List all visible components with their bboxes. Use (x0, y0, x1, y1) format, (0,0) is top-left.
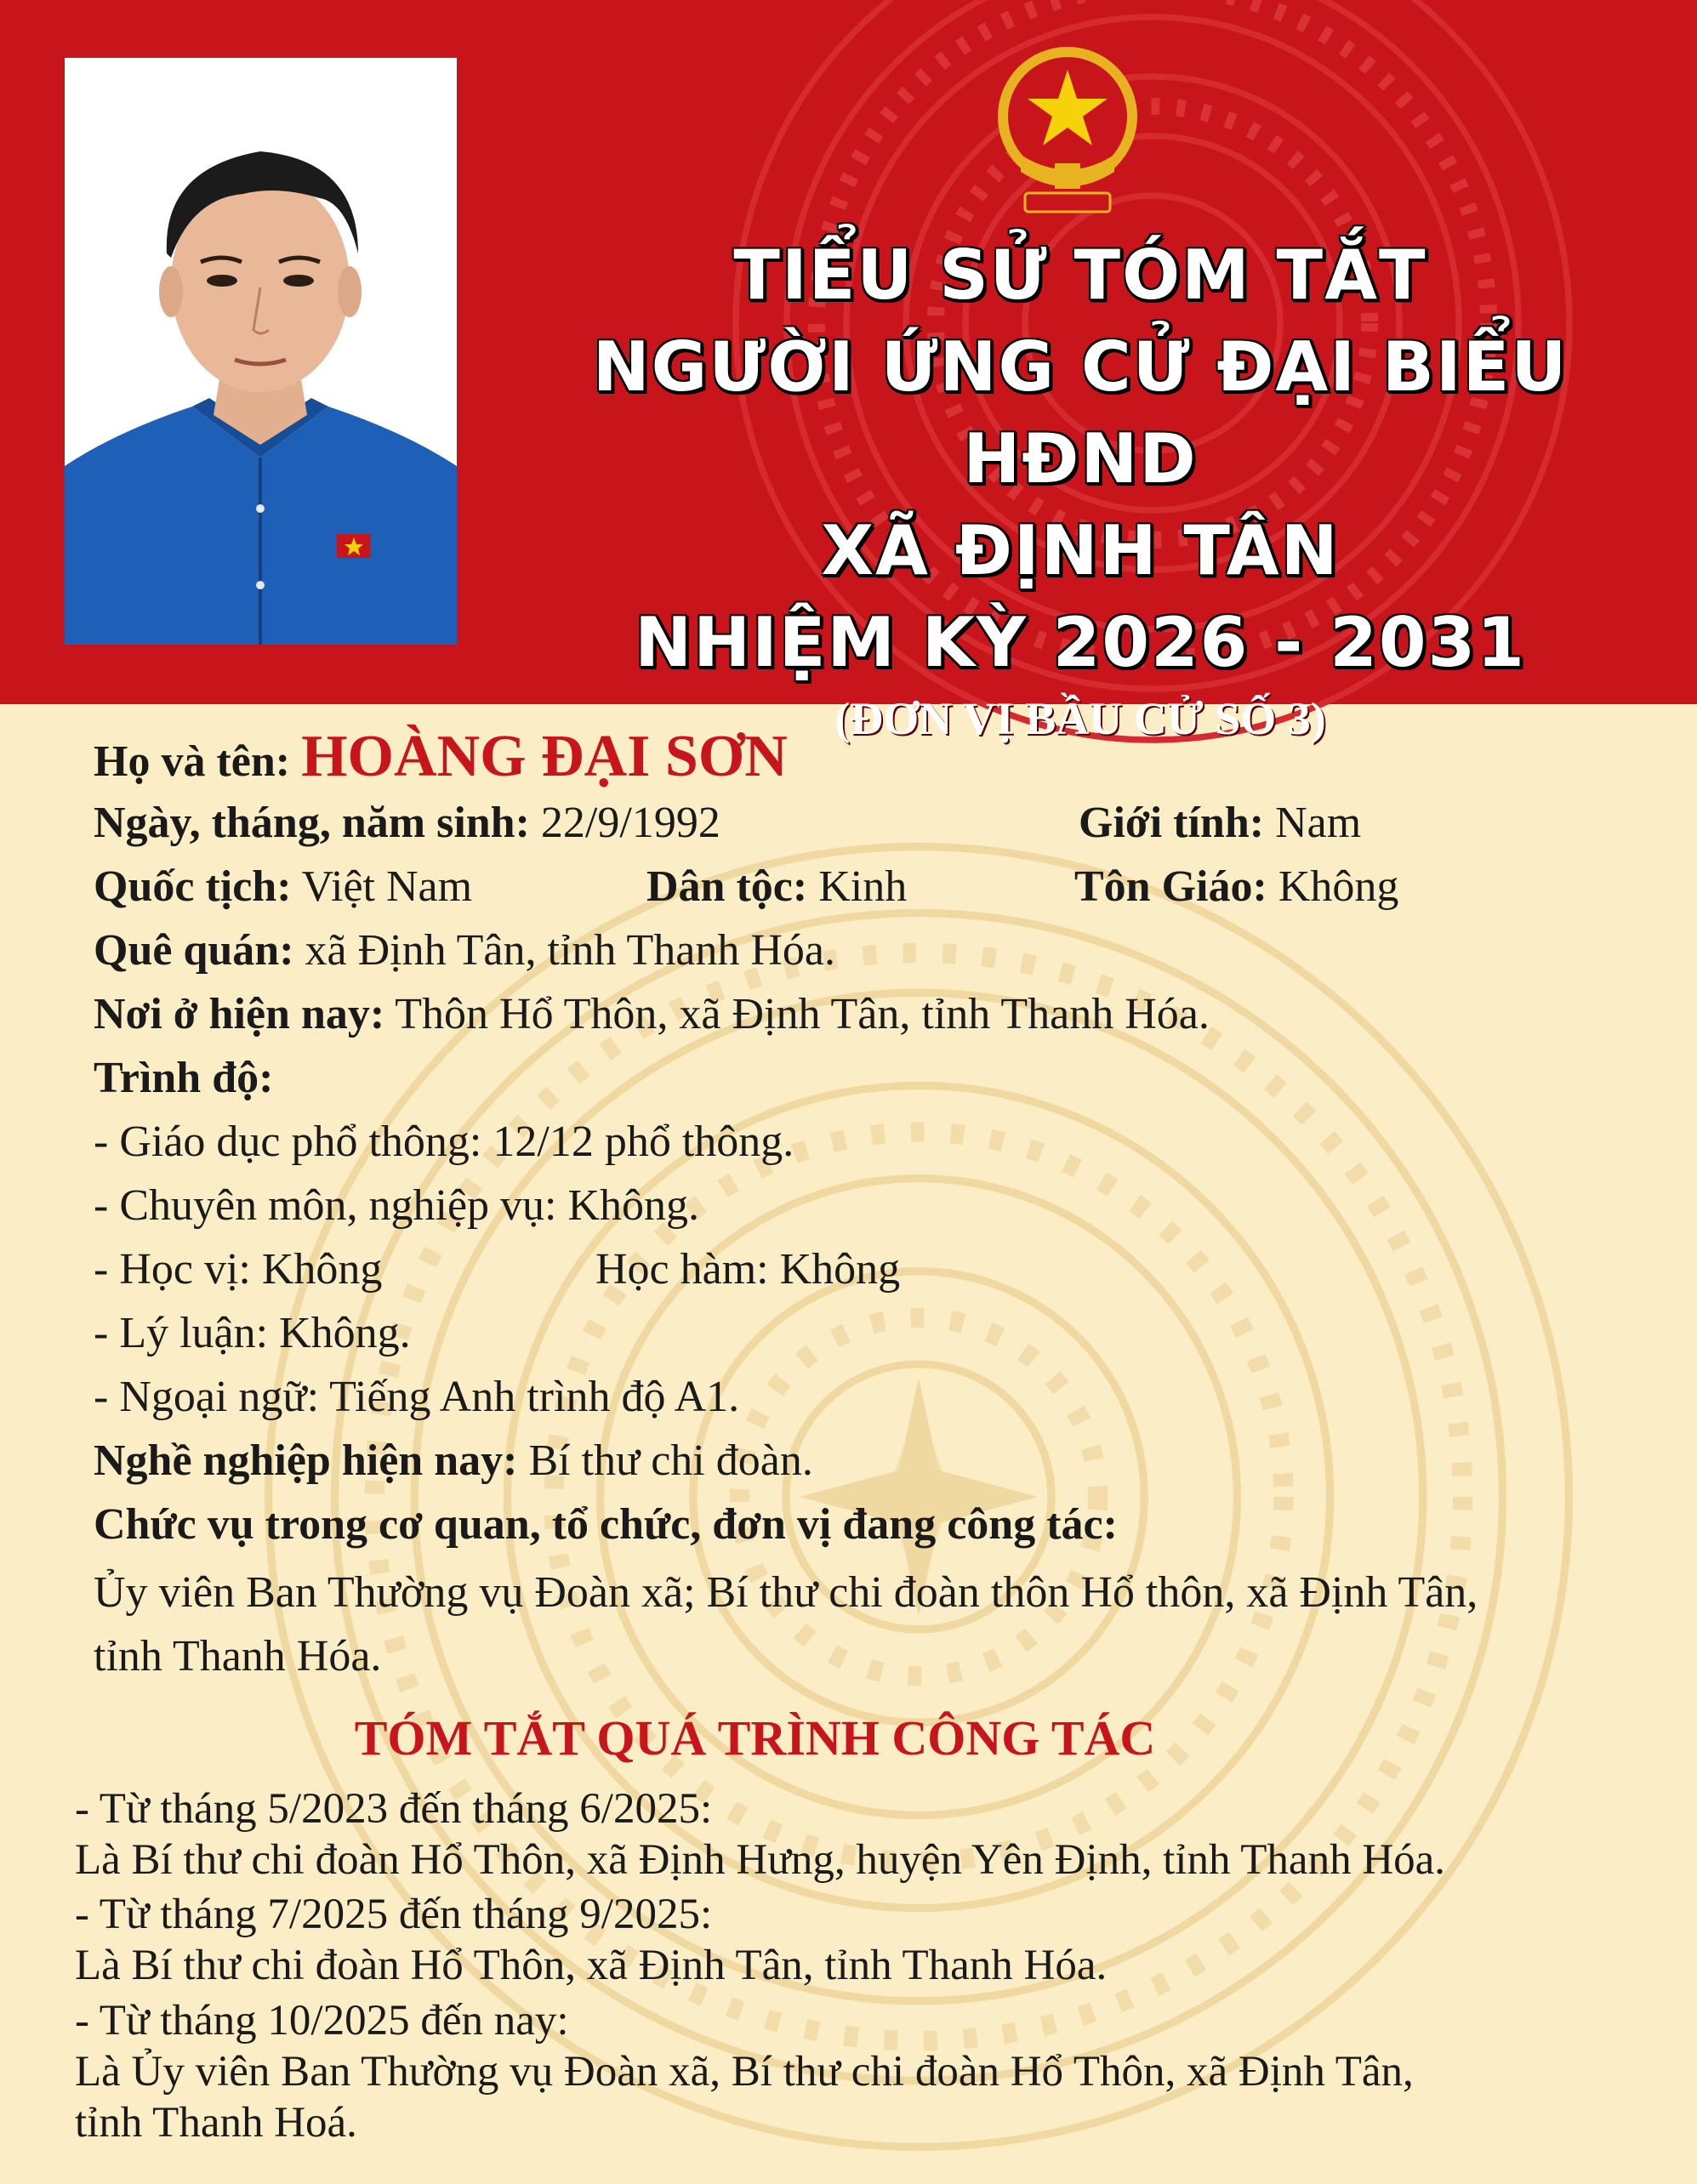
residence-row (94, 989, 1210, 1039)
nationality-label: Quốc tịch: (94, 862, 292, 911)
nationality-value: Việt Nam (301, 862, 473, 911)
title-line-4: NHIỆM KỲ 2026 - 2031 (635, 603, 1526, 682)
education-general: - Giáo dục phổ thông: 12/12 phổ thông. (94, 1118, 794, 1166)
residence-value: Thôn Hổ Thôn, xã Định Tân, tỉnh Thanh Hóa. (395, 990, 1210, 1038)
name-row (94, 723, 788, 791)
career-line-7: tỉnh Thanh Hoá. (75, 2099, 357, 2147)
career-line-1: - Từ tháng 5/2023 đến tháng 6/2025: (75, 1785, 713, 1833)
religion-row (1074, 862, 1398, 912)
position-label: Chức vụ trong cơ quan, tổ chức, đơn vị đang công tác: (94, 1500, 1118, 1549)
position-value-line-2: tỉnh Thanh Hóa. (94, 1632, 382, 1681)
dob-row (94, 798, 720, 848)
career-line-3: - Từ tháng 7/2025 đến tháng 9/2025: (75, 1891, 713, 1938)
name-label: Họ và tên: (94, 737, 291, 786)
education-academic-title: Học hàm: Không (595, 1245, 901, 1294)
education-label: Trình độ: (94, 1054, 274, 1102)
education-professional: - Chuyên môn, nghiệp vụ: Không. (94, 1181, 700, 1230)
career-line-6: Là Ủy viên Ban Thường vụ Đoàn xã, Bí thư chi đoàn Hổ Thôn, xã Định Tân, (75, 2048, 1414, 2096)
education-political-theory: - Lý luận: Không. (94, 1309, 411, 1357)
education-foreign-language: - Ngoại ngữ: Tiếng Anh trình độ A1. (94, 1373, 740, 1421)
career-line-4: Là Bí thư chi đoàn Hổ Thôn, xã Định Tân, tỉnh Thanh Hóa. (75, 1942, 1108, 1989)
hometown-label: Quê quán: (94, 926, 294, 975)
ethnicity-value: Kinh (818, 862, 908, 911)
occupation-value: Bí thư chi đoàn. (528, 1436, 813, 1485)
nationality-row (94, 862, 472, 912)
residence-label: Nơi ở hiện nay: (94, 990, 385, 1038)
position-value-line-1: Ủy viên Ban Thường vụ Đoàn xã; Bí thư chi đoàn thôn Hổ thôn, xã Định Tân, (94, 1568, 1478, 1617)
ethnicity-row (646, 862, 907, 912)
hometown-row (94, 925, 835, 975)
title-line-3: XÃ ĐỊNH TÂN (821, 511, 1340, 590)
career-line-5: - Từ tháng 10/2025 đến nay: (75, 1997, 569, 2045)
dob-label: Ngày, tháng, năm sinh: (94, 799, 530, 847)
hometown-value: xã Định Tân, tỉnh Thanh Hóa. (305, 926, 835, 975)
title-line-1: TIỂU SỬ TÓM TẮT (733, 236, 1427, 315)
religion-value: Không (1278, 862, 1399, 911)
gender-row (1079, 798, 1361, 848)
occupation-row (94, 1436, 813, 1486)
election-unit-subtitle: (ĐƠN VỊ BẦU CỬ SỐ 3) (834, 693, 1326, 744)
gender-value: Nam (1275, 799, 1362, 847)
religion-label: Tôn Giáo: (1074, 862, 1267, 911)
dob-value: 22/9/1992 (540, 799, 720, 847)
ethnicity-label: Dân tộc: (646, 862, 808, 911)
career-section-title: TÓM TẮT QUÁ TRÌNH CÔNG TÁC (354, 1710, 1156, 1766)
career-line-2: Là Bí thư chi đoàn Hổ Thôn, xã Định Hưng, huyện Yên Định, tỉnh Thanh Hóa. (75, 1836, 1446, 1884)
occupation-label: Nghề nghiệp hiện nay: (94, 1436, 518, 1485)
education-degree: - Học vị: Không (94, 1245, 383, 1294)
candidate-name: HOÀNG ĐẠI SƠN (301, 724, 788, 789)
gender-label: Giới tính: (1079, 799, 1265, 847)
title-line-2: NGƯỜI ỨNG CỬ ĐẠI BIỂU HĐND (592, 327, 1569, 498)
